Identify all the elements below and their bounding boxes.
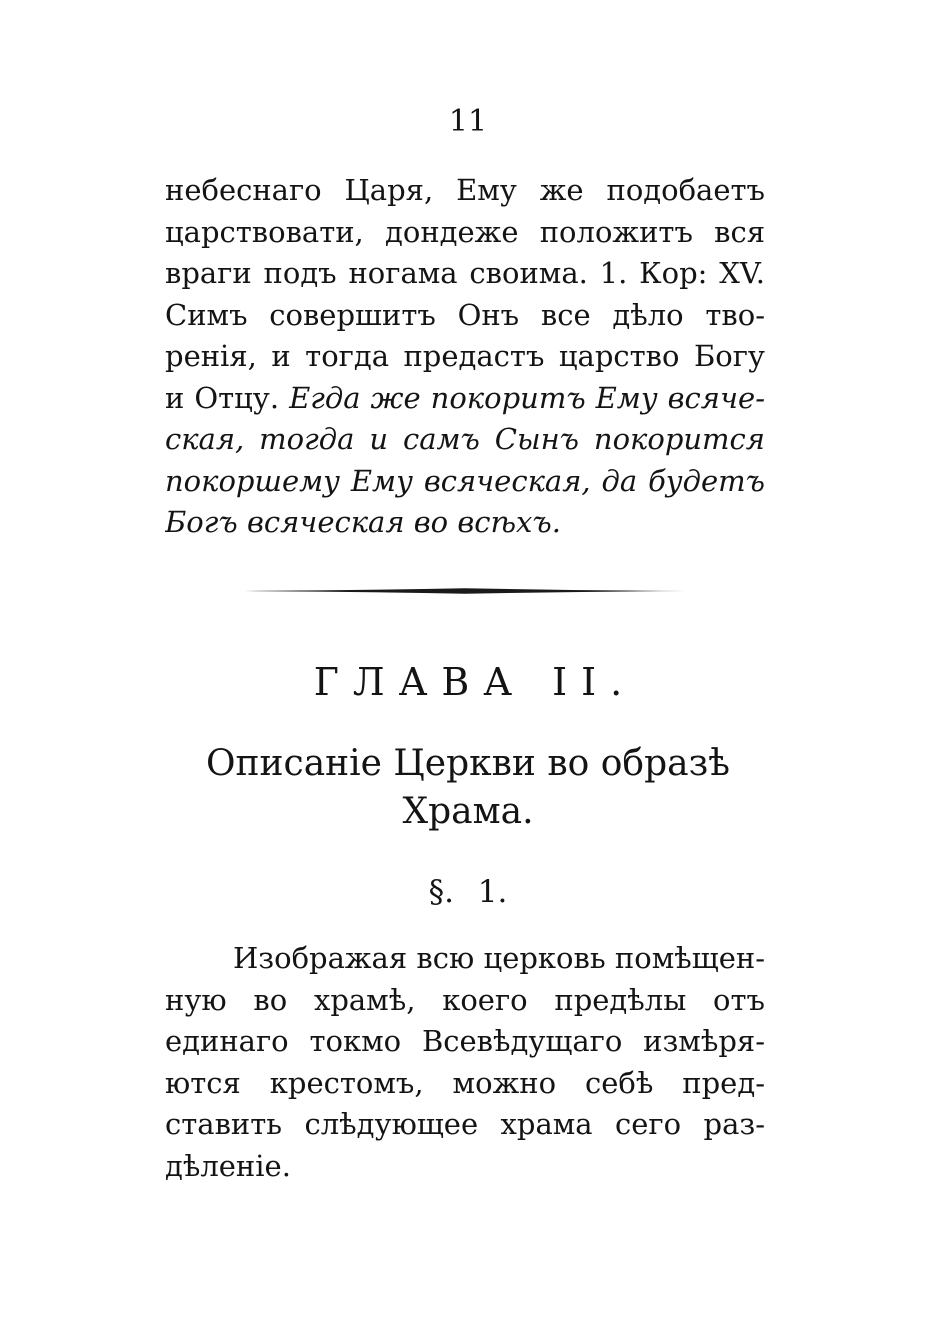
body-paragraph [165, 938, 765, 1187]
section-heading: §. 1. [428, 874, 508, 910]
paragraph-line: единаго токмо Всевѣдущаго измѣря- [165, 1024, 765, 1058]
paragraph-line: дѣленіе. [165, 1148, 291, 1183]
page-number: 11 [448, 104, 488, 139]
italic-line: Богъ всяческая во всѣхъ. [165, 505, 561, 539]
paragraph-line: Изображая всю церковь помѣщен- [233, 941, 765, 975]
italic-line: ская, тогда и самъ Сынъ покорится [165, 422, 765, 456]
chapter-subtitle-line: Описаніе Церкви во образѣ [206, 743, 730, 784]
paragraph-line: ставить слѣдующее храма сего раз- [165, 1107, 765, 1141]
chapter-title: ГЛАВА II. [313, 660, 637, 704]
paragraph-line: Симъ совершитъ Онъ все дѣло тво- [165, 297, 765, 332]
paragraph-line: небеснаго Царя, Ему же подобаетъ [165, 173, 765, 207]
paragraph-line: ную во храмѣ, коего предѣлы отъ [165, 982, 765, 1017]
chapter-subtitle [0, 740, 936, 836]
roman-text: и Отцу. [165, 380, 290, 415]
ornamental-divider-rule [244, 587, 686, 595]
paragraph-line-mixed [165, 378, 765, 420]
italic-line: покоршему Ему всяческая, да будетъ [165, 463, 765, 498]
italic-quotation: Егда же покоритъ Ему всяче- [289, 380, 765, 415]
paragraph-line: ренія, и тогда предастъ царство Богу [165, 339, 765, 373]
paragraph-line: враги подъ ногама своима. 1. Кор: XV. [165, 256, 765, 290]
paragraph-line: царствовати, дондеже положитъ вся [165, 214, 765, 249]
paragraph-line: ются крестомъ, можно себѣ пред- [165, 1065, 765, 1100]
continued-paragraph [165, 170, 765, 544]
chapter-subtitle-line: Храма. [402, 791, 534, 832]
